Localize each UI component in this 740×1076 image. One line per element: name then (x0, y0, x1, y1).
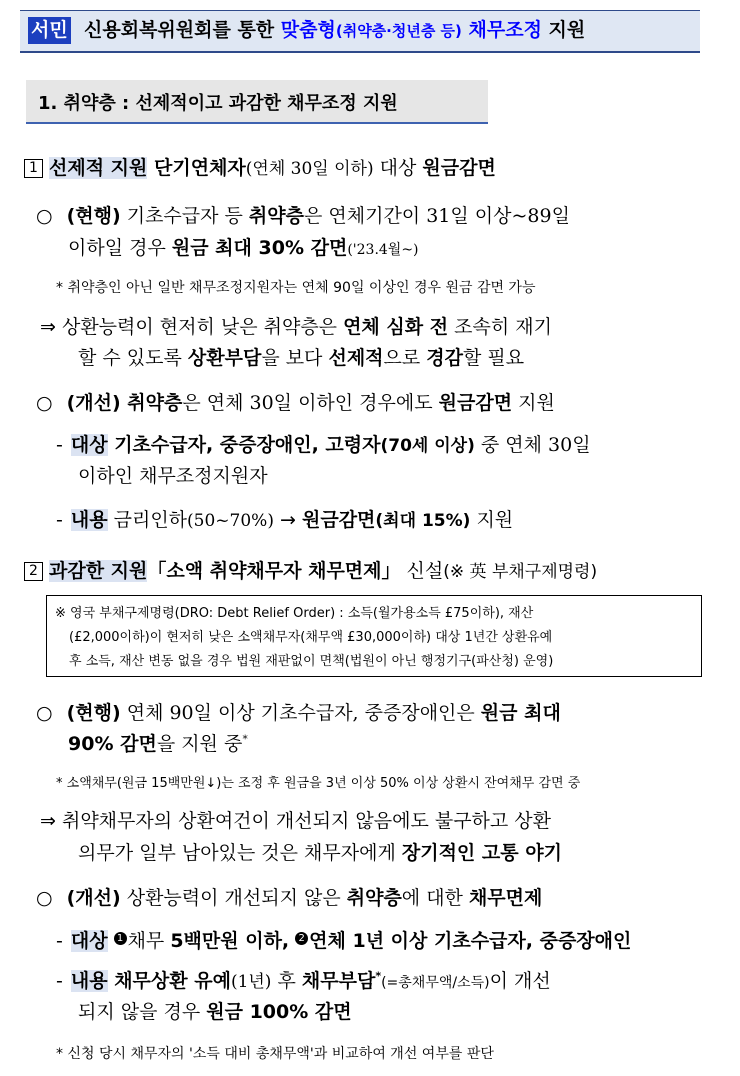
item2-number: 2 (24, 562, 43, 581)
item1-current-line2: 이하일 경우 원금 최대 30% 감면('23.4월~) (68, 237, 419, 259)
section-heading: 1. 취약층 : 선제적이고 과감한 채무조정 지원 (26, 80, 488, 124)
item2-content-line1: - 내용 채무상환 유예(1년) 후 채무부담*(=총채무액/소득)이 개선 (56, 969, 551, 992)
item2-arrow-line2: 의무가 일부 남아있는 것은 채무자에게 장기적인 고통 야기 (78, 842, 562, 864)
item2-target: - 대상 1 채무 5백만원 이하, 2 연체 1년 이상 기초수급자, 중증장애인 (56, 930, 632, 952)
item1-current-line1: ○ (현행) 기초수급자 등 취약층은 연체기간이 31일 이상~89일 (36, 205, 570, 227)
item2-arrow-line1: ⇒ 취약채무자의 상환여건이 개선되지 않음에도 불구하고 상환 (40, 810, 552, 832)
item2-footnote: * 소액채무(원금 15백만원↓)는 조정 후 원금을 3년 이상 50% 이상 상환시 잔여채무 감면 중 (56, 776, 581, 791)
item1-number: 1 (24, 159, 43, 178)
dro-note-box: ※ 영국 부채구제명령(DRO: Debt Relief Order) : 소득(월가용소득 £75이하), 재산 (£2,000이하)이 현저히 낮은 소액채무자(채무액 £30,000이하) 대상 1년간 상환유예 후 소득, 재산 변동 없을 경우 법원 재판없이 면책(법원이 아닌 행정기구(파산청) 운영) (46, 595, 702, 677)
number-2-badge: 2 (295, 932, 308, 945)
item1-target-line2: 이하인 채무조정지원자 (78, 465, 268, 487)
item1-arrow-line1: ⇒ 상환능력이 현저히 낮은 취약층은 연체 심화 전 조속히 재기 (40, 316, 552, 338)
title-bar (20, 10, 700, 53)
page-title: 신용회복위원회를 통한 맞춤형(취약층·청년층 등) 채무조정 지원 (84, 19, 586, 41)
item2-content-footnote: * 신청 당시 채무자의 '소득 대비 총채무액'과 비교하여 개선 여부를 판단 (56, 1046, 494, 1062)
item2-title: 2 과감한 지원「소액 취약채무자 채무면제」 신설(※ 英 부채구제명령) (24, 556, 597, 583)
title-tag: 서민 (28, 17, 71, 44)
item2-current-line2: 90% 감면을 지원 중* (68, 732, 248, 755)
item2-current-line1: ○ (현행) 연체 90일 이상 기초수급자, 중증장애인은 원금 최대 (36, 702, 561, 724)
item1-title: 1 선제적 지원 단기연체자(연체 30일 이하) 대상 원금감면 (24, 153, 496, 180)
item1-footnote: * 취약층인 아닌 일반 채무조정지원자는 연체 90일 이상인 경우 원금 감면 가능 (56, 280, 536, 296)
item2-content-line2: 되지 않을 경우 원금 100% 감면 (78, 1001, 352, 1023)
item1-improve: ○ (개선) 취약층은 연체 30일 이하인 경우에도 원금감면 지원 (36, 392, 555, 414)
item1-target-line1: - 대상 기초수급자, 중증장애인, 고령자(70세 이상) 중 연체 30일 (56, 434, 591, 456)
item1-content: - 내용 금리인하(50~70%) → 원금감면(최대 15%) 지원 (56, 509, 514, 531)
item1-arrow-line2: 할 수 있도록 상환부담을 보다 선제적으로 경감할 필요 (78, 347, 525, 369)
number-1-badge: 1 (114, 932, 127, 945)
item2-improve: ○ (개선) 상환능력이 개선되지 않은 취약층에 대한 채무면제 (36, 887, 543, 909)
